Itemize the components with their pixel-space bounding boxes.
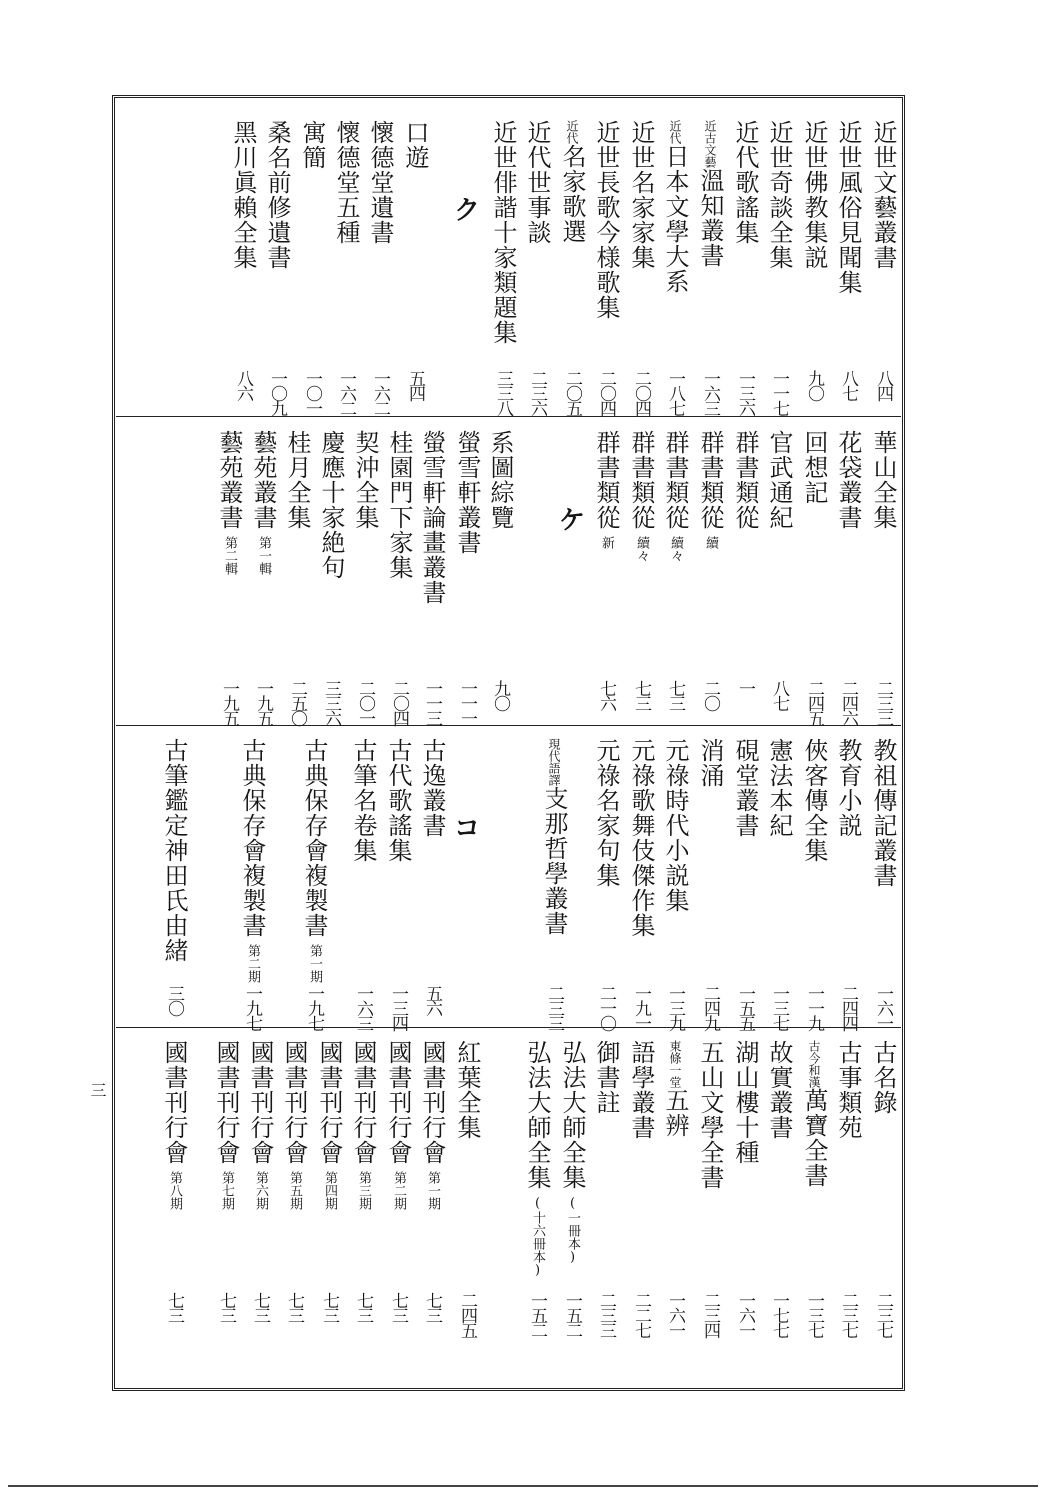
entry-title: 消涌	[696, 738, 724, 788]
entry-title: 藝苑叢書	[215, 430, 243, 530]
entry-page-number: 七三	[665, 680, 685, 710]
entry-page-number: 二三三	[544, 985, 564, 1030]
index-entry	[212, 1040, 240, 1210]
entry-subtitle: 第二期	[391, 1171, 406, 1210]
index-entry	[696, 120, 724, 268]
entry-title: 弘法大師全集	[558, 1040, 586, 1190]
entry-title: 元祿歌舞伎傑作集	[627, 738, 655, 938]
entry-page-number: 一六二	[370, 370, 390, 415]
index-entry	[453, 1040, 481, 1140]
entry-title: 桑名前修遺書	[263, 120, 291, 270]
entry-page-number: 一六一	[665, 1292, 685, 1337]
entry-page-number: 八七	[838, 370, 858, 400]
entry-title: 語學叢書	[627, 1040, 655, 1140]
index-entry	[300, 738, 328, 983]
entry-page-number: 一九七	[304, 985, 324, 1030]
entry-title: 回想記	[800, 430, 828, 505]
entry-page-number: 一五五	[735, 985, 755, 1030]
index-entry	[418, 738, 446, 838]
entry-page-number: 一九五	[253, 680, 273, 725]
entry-title: 古典保存會複製書	[300, 738, 328, 938]
section-divider-1	[116, 416, 901, 417]
entry-title: 古代歌謠集	[384, 738, 412, 863]
index-entry	[869, 430, 897, 530]
entry-page-number: 三三八	[493, 370, 513, 415]
index-entry	[384, 738, 412, 863]
entry-page-number: 九〇	[490, 680, 510, 710]
index-entry	[317, 430, 345, 580]
entry-title: 近世名家家集	[627, 120, 655, 270]
entry-title: 群書類從	[592, 430, 620, 530]
entry-title: 近世佛教集説	[800, 120, 828, 270]
entry-prefix: 近代	[668, 120, 682, 144]
index-entry	[489, 120, 517, 345]
entry-page-number: 二三三	[596, 1292, 616, 1337]
entry-subtitle: 續々	[668, 536, 683, 562]
entry-page-number: 一九五	[219, 680, 239, 725]
entry-page-number: 二〇一	[355, 680, 375, 725]
entry-subtitle: 第四期	[322, 1171, 337, 1210]
entry-title: 國書刊行會	[246, 1040, 274, 1165]
entry-title: 名家歌選	[558, 144, 586, 244]
entry-page-number: 七六	[596, 680, 616, 710]
entry-title: 紅葉全集	[453, 1040, 481, 1140]
index-entry	[627, 430, 655, 562]
entry-title: 國書刊行會	[280, 1040, 308, 1165]
index-entry	[315, 1040, 343, 1210]
entry-page-number: 二〇四	[631, 370, 651, 415]
entry-title: 系圖綜覽	[486, 430, 514, 530]
entry-subtitle: 第一期	[307, 944, 322, 983]
entry-page-number: 一九一	[631, 985, 651, 1030]
entry-subtitle: 第六期	[253, 1171, 268, 1210]
entry-title: 契沖全集	[351, 430, 379, 530]
entry-title: 近世俳諧十家類題集	[489, 120, 517, 345]
entry-title: 國書刊行會	[384, 1040, 412, 1165]
entry-page-number: 七三	[250, 1292, 270, 1322]
entry-page-number: 二三七	[873, 1292, 893, 1337]
entry-page-number: 二四五	[804, 680, 824, 725]
entry-page-number: 七三	[353, 1292, 373, 1322]
index-entry	[263, 120, 291, 270]
entry-subtitle: (十六冊本)	[530, 1196, 545, 1278]
entry-page-number: 一一一	[457, 680, 477, 725]
index-entry	[765, 430, 793, 530]
entry-title: 教育小説	[834, 738, 862, 838]
entry-page-number: 一一七	[769, 370, 789, 415]
entry-page-number: 二〇五	[562, 370, 582, 415]
index-entry	[661, 1040, 689, 1138]
entry-prefix: 近古文藝	[703, 120, 717, 168]
index-entry	[834, 120, 862, 295]
entry-title: 御書註	[592, 1040, 620, 1115]
entry-title: 華山全集	[869, 430, 897, 530]
entry-subtitle: 第五期	[287, 1171, 302, 1210]
entry-title: 黑川眞賴全集	[229, 120, 257, 270]
entry-title: 日本文學大系	[661, 144, 689, 294]
entry-title: 口遊	[401, 120, 429, 170]
index-entry	[401, 120, 429, 170]
entry-page-number: 七三	[216, 1292, 236, 1322]
entry-title: 近世奇談全集	[765, 120, 793, 270]
entry-page-number: 八七	[769, 680, 789, 710]
entry-subtitle: 續々	[634, 536, 649, 562]
index-entry	[385, 430, 413, 580]
entry-title: 古逸叢書	[418, 738, 446, 838]
entry-title: 古名錄	[869, 1040, 897, 1115]
index-entry	[834, 738, 862, 838]
entry-page-number: 一九七	[242, 985, 262, 1030]
entry-title: 桂月全集	[283, 430, 311, 530]
entry-title: 弘法大師全集	[523, 1040, 551, 1190]
entry-title: 群書類從	[661, 430, 689, 530]
entry-title: 古事類苑	[834, 1040, 862, 1140]
entry-subtitle: 續	[703, 536, 718, 549]
entry-subtitle: 第三期	[356, 1171, 371, 1210]
entry-subtitle: 第二期	[245, 944, 260, 983]
entry-page-number: 一〇九	[267, 370, 287, 415]
entry-page-number: 一三九	[665, 985, 685, 1030]
entry-subtitle: 第八期	[167, 1171, 182, 1210]
entry-title: 教祖傳記叢書	[869, 738, 897, 888]
entry-page-number: 二〇四	[596, 370, 616, 415]
entry-page-number: 七三	[422, 1292, 442, 1322]
entry-title: 近世長歌今様歌集	[592, 120, 620, 320]
index-entry	[351, 430, 379, 530]
index-entry	[731, 430, 759, 530]
index-entry	[661, 738, 689, 913]
footer-rule	[8, 1485, 1038, 1487]
entry-page-number: 二〇四	[389, 680, 409, 725]
entry-page-number: 三〇	[164, 985, 184, 1015]
entry-prefix: 東條一堂	[668, 1040, 682, 1088]
entry-page-number: 七三	[319, 1292, 339, 1322]
entry-subtitle: 第一輯	[256, 536, 271, 575]
entry-title: 支那哲學叢書	[540, 786, 568, 936]
entry-page-number: 八四	[873, 370, 893, 400]
entry-page-number: 一一三	[422, 680, 442, 725]
entry-page-number: 五四	[405, 370, 425, 400]
index-entry	[418, 1040, 446, 1210]
entry-page-number: 一六二	[336, 370, 356, 415]
index-entry	[249, 430, 277, 575]
entry-title: 近世文藝叢書	[869, 120, 897, 270]
kana-heading: ケ	[558, 506, 585, 536]
page-number: 三	[88, 1082, 107, 1098]
index-entry	[523, 120, 551, 245]
entry-title: 花袋叢書	[834, 430, 862, 530]
index-entry	[834, 1040, 862, 1140]
index-entry	[366, 120, 394, 245]
entry-title: 古筆鑑定神田氏由緒	[160, 738, 188, 963]
entry-title: 國書刊行會	[315, 1040, 343, 1165]
entry-page-number: 二二七	[631, 1292, 651, 1337]
index-entry	[558, 1040, 586, 1265]
index-entry	[869, 120, 897, 270]
entry-title: 憲法本紀	[765, 738, 793, 838]
entry-page-number: 七三	[631, 680, 651, 710]
entry-page-number: 一一九	[804, 985, 824, 1030]
entry-page-number: 二四四	[838, 985, 858, 1030]
entry-page-number: 一七七	[769, 1292, 789, 1337]
entry-page-number: 二四五	[457, 1292, 477, 1337]
entry-title: 古筆名卷集	[349, 738, 377, 863]
index-entry	[298, 120, 326, 170]
entry-page-number: 一三七	[804, 1292, 824, 1337]
entry-page-number: 七三	[164, 1292, 184, 1322]
index-entry	[592, 1040, 620, 1115]
index-entry	[869, 738, 897, 888]
index-entry	[592, 738, 620, 888]
kana-heading: ク	[453, 196, 480, 226]
index-entry	[523, 1040, 551, 1278]
index-entry	[800, 430, 828, 505]
entry-page-number: 五六	[422, 985, 442, 1015]
index-entry	[280, 1040, 308, 1210]
entry-page-number: 二三四	[700, 1292, 720, 1337]
entry-title: 國書刊行會	[160, 1040, 188, 1165]
index-entry	[238, 738, 266, 983]
entry-title: 湖山樓十種	[731, 1040, 759, 1165]
entry-title: 硯堂叢書	[731, 738, 759, 838]
entry-title: 古典保存會複製書	[238, 738, 266, 938]
index-entry	[696, 430, 724, 549]
entry-title: 群書類從	[731, 430, 759, 530]
entry-subtitle: 第二輯	[222, 536, 237, 575]
index-entry	[229, 120, 257, 270]
index-entry	[349, 1040, 377, 1210]
entry-page-number: 一六一	[873, 985, 893, 1030]
entry-page-number: 二一〇	[596, 985, 616, 1030]
entry-page-number: 七三	[284, 1292, 304, 1322]
index-entry	[800, 120, 828, 270]
index-entry	[453, 430, 481, 555]
index-entry	[418, 430, 446, 605]
index-entry	[731, 120, 759, 245]
index-entry	[765, 120, 793, 270]
entry-title: 萬寶全書	[800, 1088, 828, 1188]
index-entry	[160, 738, 188, 963]
entry-page-number: 九〇	[804, 370, 824, 400]
entry-title: 元祿名家句集	[592, 738, 620, 888]
entry-title: 溫知叢書	[696, 168, 724, 268]
index-entry	[283, 430, 311, 530]
entry-page-number: 一三七	[769, 985, 789, 1030]
entry-page-number: 一六一	[735, 1292, 755, 1337]
entry-subtitle: 第七期	[219, 1171, 234, 1210]
entry-title: 五辨	[661, 1088, 689, 1138]
entry-page-number: 一六三	[353, 985, 373, 1030]
entry-title: 故實叢書	[765, 1040, 793, 1140]
index-entry	[869, 1040, 897, 1115]
entry-page-number: 一六三	[700, 370, 720, 415]
entry-prefix: 現代語譯	[547, 738, 561, 786]
entry-page-number: 一〇一	[302, 370, 322, 415]
index-entry	[696, 1040, 724, 1190]
entry-page-number: 七三	[388, 1292, 408, 1322]
entry-title: 元祿時代小説集	[661, 738, 689, 913]
index-entry	[540, 738, 568, 936]
entry-title: 俠客傳全集	[800, 738, 828, 863]
index-entry	[834, 430, 862, 530]
entry-title: 懷德堂遺書	[366, 120, 394, 245]
index-entry	[627, 120, 655, 270]
index-entry	[592, 120, 620, 320]
index-entry	[246, 1040, 274, 1210]
index-entry	[627, 738, 655, 938]
entry-title: 螢雪軒叢書	[453, 430, 481, 555]
index-entry	[332, 120, 360, 245]
entry-page-number: 二五〇	[287, 680, 307, 725]
index-entry	[592, 430, 620, 549]
entry-page-number: 二三七	[838, 1292, 858, 1337]
entry-subtitle: 新	[599, 536, 614, 549]
entry-page-number: 一五二	[562, 1292, 582, 1337]
index-entry	[558, 120, 586, 244]
entry-title: 國書刊行會	[349, 1040, 377, 1165]
index-entry	[215, 430, 243, 575]
entry-page-number: 一三四	[388, 985, 408, 1030]
entry-page-number: 二四六	[838, 680, 858, 725]
index-entry	[349, 738, 377, 863]
entry-subtitle: (一冊本)	[565, 1196, 580, 1265]
kana-heading: コ	[453, 814, 480, 844]
entry-page-number: 一八七	[665, 370, 685, 415]
entry-title: 官武通紀	[765, 430, 793, 530]
entry-page-number: 一五二	[527, 1292, 547, 1337]
entry-title: 近代世事談	[523, 120, 551, 245]
entry-title: 近代歌謠集	[731, 120, 759, 245]
entry-subtitle: 第一期	[425, 1171, 440, 1210]
entry-title: 群書類從	[627, 430, 655, 530]
index-entry	[661, 120, 689, 294]
index-entry	[800, 738, 828, 863]
index-entry	[384, 1040, 412, 1210]
entry-title: 桂園門下家集	[385, 430, 413, 580]
entry-title: 國書刊行會	[212, 1040, 240, 1165]
entry-page-number: 八六	[233, 370, 253, 400]
entry-page-number: 三三六	[321, 680, 341, 725]
entry-page-number: 一	[735, 680, 755, 695]
index-entry	[765, 1040, 793, 1140]
entry-page-number: 二三三	[873, 680, 893, 725]
index-entry	[731, 1040, 759, 1165]
entry-title: 寓簡	[298, 120, 326, 170]
index-entry	[627, 1040, 655, 1140]
entry-title: 藝苑叢書	[249, 430, 277, 530]
index-entry	[486, 430, 514, 530]
entry-page-number: 二三六	[527, 370, 547, 415]
entry-title: 五山文學全書	[696, 1040, 724, 1190]
entry-page-number: 二〇	[700, 680, 720, 710]
entry-title: 國書刊行會	[418, 1040, 446, 1165]
index-entry	[800, 1040, 828, 1188]
index-entry	[696, 738, 724, 788]
index-entry	[765, 738, 793, 838]
index-entry	[731, 738, 759, 838]
index-entry	[160, 1040, 188, 1210]
entry-title: 螢雪軒論畫叢書	[418, 430, 446, 605]
entry-title: 群書類從	[696, 430, 724, 530]
entry-title: 近世風俗見聞集	[834, 120, 862, 295]
entry-page-number: 二四九	[700, 985, 720, 1030]
entry-title: 懷德堂五種	[332, 120, 360, 245]
entry-prefix: 近代	[565, 120, 579, 144]
entry-prefix: 古今和漢	[807, 1040, 821, 1088]
index-entry	[661, 430, 689, 562]
entry-title: 慶應十家絶句	[317, 430, 345, 580]
entry-page-number: 一三六	[735, 370, 755, 415]
section-divider-2	[116, 725, 901, 726]
